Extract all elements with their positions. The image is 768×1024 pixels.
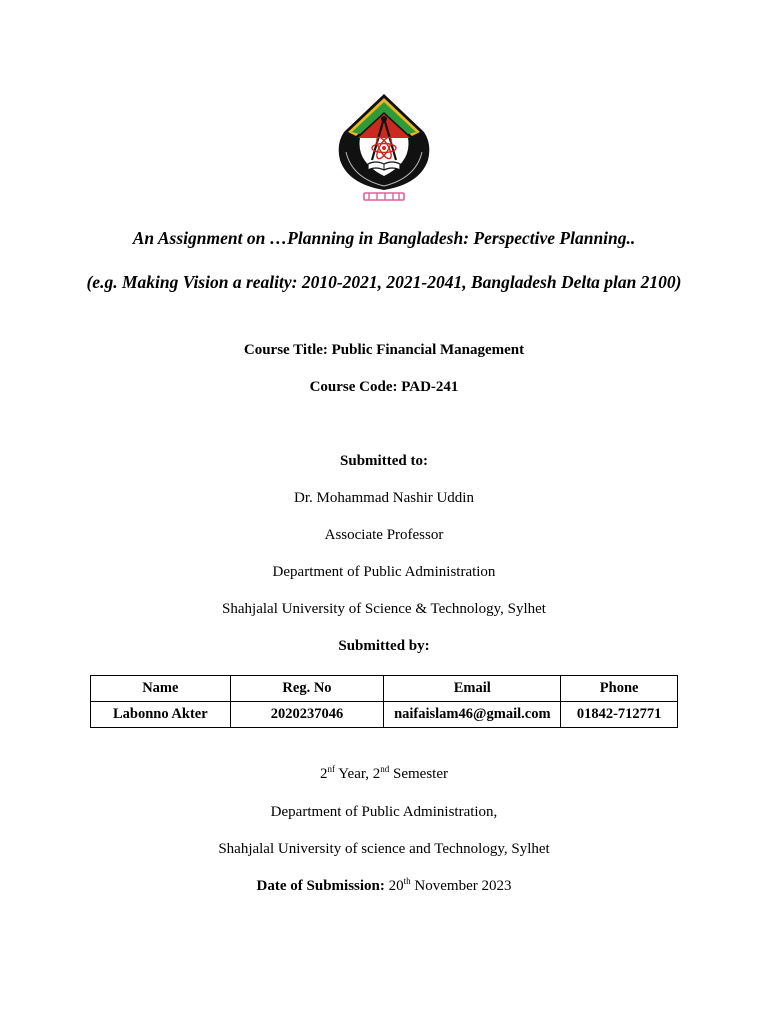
supervisor-name: Dr. Mohammad Nashir Uddin bbox=[294, 490, 474, 506]
year-semester bbox=[0, 766, 768, 783]
submission-date-label: Date of Submission: bbox=[256, 878, 385, 894]
table-header-cell: Reg. No bbox=[230, 676, 384, 702]
student-reg-cell: 2020237046 bbox=[230, 702, 384, 728]
course-code: Course Code: PAD-241 bbox=[309, 379, 459, 395]
submission-day: 20 bbox=[384, 878, 404, 894]
student-department: Department of Public Administration, bbox=[270, 804, 498, 820]
assignment-subtitle: (e.g. Making Vision a reality: 2010-2021, 2021-2041, Bangladesh Delta plan 2100) bbox=[86, 272, 682, 292]
submitted-to-heading: Submitted to: bbox=[340, 453, 428, 469]
supervisor-position: Associate Professor bbox=[324, 527, 444, 543]
table-header-row bbox=[91, 676, 678, 702]
year-suffix: nf bbox=[327, 764, 336, 774]
submitted-by-heading: Submitted by: bbox=[338, 638, 430, 654]
course-title: Course Title: Public Financial Management bbox=[243, 342, 525, 358]
submission-day-suffix: th bbox=[403, 876, 411, 886]
semester-suffix: nd bbox=[380, 764, 390, 774]
submission-date bbox=[0, 878, 768, 895]
supervisor-university: Shahjalal University of Science & Technology, Sylhet bbox=[222, 601, 546, 617]
table-header-cell: Name bbox=[91, 676, 231, 702]
student-email-cell: naifaislam46@gmail.com bbox=[384, 702, 561, 728]
student-info-table bbox=[90, 675, 678, 728]
year-word: Year, bbox=[335, 766, 373, 782]
supervisor-department: Department of Public Administration bbox=[272, 564, 496, 580]
student-phone-cell: 01842-712771 bbox=[561, 702, 678, 728]
university-seal-icon bbox=[332, 92, 436, 204]
table-header-cell: Email bbox=[384, 676, 561, 702]
semester-word: Semester bbox=[389, 766, 448, 782]
submission-month-year: November 2023 bbox=[410, 878, 512, 894]
student-university: Shahjalal University of science and Technology, Sylhet bbox=[218, 841, 550, 857]
student-name-cell: Labonno Akter bbox=[91, 702, 231, 728]
semester-number: 2 bbox=[372, 766, 381, 782]
year-number: 2 bbox=[320, 766, 328, 782]
table-header-cell: Phone bbox=[561, 676, 678, 702]
assignment-title: An Assignment on …Planning in Bangladesh: Perspective Planning.. bbox=[132, 228, 636, 248]
table-row bbox=[91, 702, 678, 728]
